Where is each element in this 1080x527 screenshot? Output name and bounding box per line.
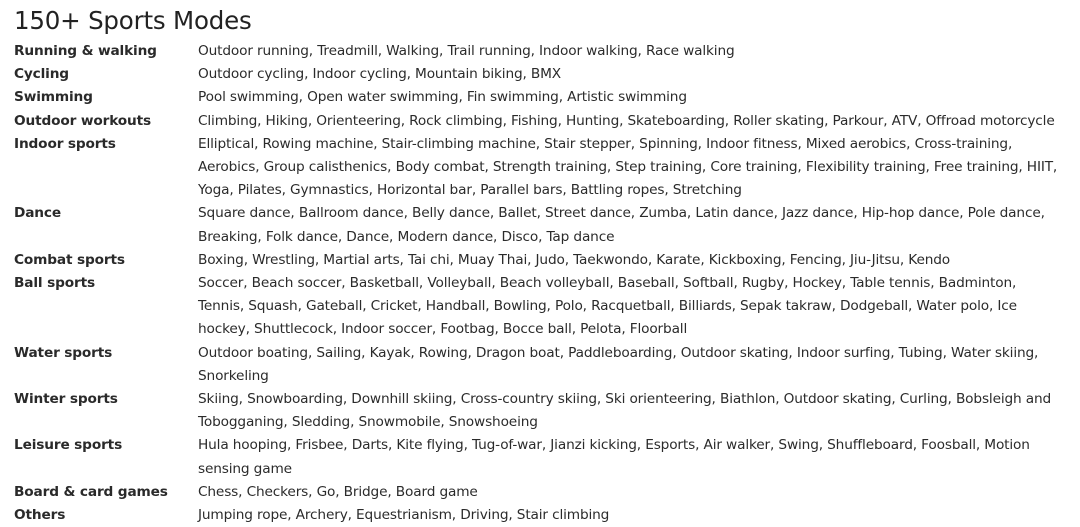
category-label: Water sports	[14, 344, 113, 361]
category-label: Combat sports	[14, 251, 125, 268]
table-row	[14, 202, 1066, 248]
sports-list: Jumping rope, Archery, Equestrianism, Driving, Stair climbing	[198, 507, 610, 524]
category-label: Ball sports	[14, 275, 95, 292]
category-label: Others	[14, 507, 66, 524]
table-row	[14, 110, 1066, 133]
sports-list: Outdoor cycling, Indoor cycling, Mountain biking, BMX	[198, 66, 562, 83]
table-row	[14, 481, 1066, 504]
sports-modes-table	[14, 40, 1066, 527]
sports-list: Boxing, Wrestling, Martial arts, Tai chi, Muay Thai, Judo, Taekwondo, Karate, Kickboxing, Fencing, Jiu-Jitsu, Kendo	[198, 251, 951, 268]
category-label: Outdoor workouts	[14, 112, 152, 129]
table-row	[14, 342, 1066, 388]
sports-list: Chess, Checkers, Go, Bridge, Board game	[198, 483, 478, 500]
sports-list: Outdoor boating, Sailing, Kayak, Rowing, Dragon boat, Paddleboarding, Outdoor skating, Indoor surfing, Tubing, Water skiing, Snorkeling	[198, 344, 1039, 384]
category-label: Running & walking	[14, 43, 157, 59]
table-row	[14, 249, 1066, 272]
sports-list: Elliptical, Rowing machine, Stair-climbing machine, Stair stepper, Spinning, Indoor fitness, Mixed aerobics, Cross-training, Aerobics, Group calisthenics, Body combat, Strength training, Step training, Core training, Flexibility training, Free training, HIIT, Yoga, Pilates, Gymnastics, Horizontal bar, Parallel bars, Battling ropes, Stretching	[198, 135, 1058, 199]
table-row	[14, 63, 1066, 86]
sports-list: Soccer, Beach soccer, Basketball, Volleyball, Beach volleyball, Baseball, Softball, Rugby, Hockey, Table tennis, Badminton, Tennis, Squash, Gateball, Cricket, Handball, Bowling, Polo, Racquetball, Billiards, Sepak takraw, Dodgeball, Water polo, Ice hockey, Shuttlecock, Indoor soccer, Footbag, Bocce ball, Pelota, Floorball	[198, 275, 1017, 338]
sports-list: Skiing, Snowboarding, Downhill skiing, Cross-country skiing, Ski orienteering, Biathlon, Outdoor skating, Curling, Bobsleigh and Tobogganing, Sledding, Snowmobile, Snowshoeing	[198, 391, 1052, 431]
category-label: Cycling	[14, 66, 69, 83]
sports-list: Climbing, Hiking, Orienteering, Rock climbing, Fishing, Hunting, Skateboarding, Roller skating, Parkour, ATV, Offroad motorcycle	[198, 112, 1055, 129]
table-row	[14, 434, 1066, 480]
category-label: Winter sports	[14, 391, 118, 408]
category-label: Dance	[14, 205, 61, 222]
table-row	[14, 504, 1066, 527]
category-label: Board & card games	[14, 483, 168, 500]
sports-list: Outdoor running, Treadmill, Walking, Trail running, Indoor walking, Race walking	[198, 43, 735, 59]
sports-list: Pool swimming, Open water swimming, Fin swimming, Artistic swimming	[198, 89, 687, 106]
table-row	[14, 272, 1066, 342]
category-label: Indoor sports	[14, 135, 116, 152]
table-row	[14, 388, 1066, 434]
page-title: 150+ Sports Modes	[14, 6, 252, 35]
table-row	[14, 40, 1066, 63]
sports-list: Hula hooping, Frisbee, Darts, Kite flying, Tug-of-war, Jianzi kicking, Esports, Air walker, Swing, Shuffleboard, Foosball, Motion sensing game	[198, 437, 1030, 477]
table-row	[14, 86, 1066, 109]
category-label: Leisure sports	[14, 437, 123, 454]
sports-list: Square dance, Ballroom dance, Belly dance, Ballet, Street dance, Zumba, Latin dance, Jazz dance, Hip-hop dance, Pole dance, Breaking, Folk dance, Dance, Modern dance, Disco, Tap dance	[198, 205, 1045, 245]
category-label: Swimming	[14, 89, 93, 106]
table-row	[14, 133, 1066, 203]
